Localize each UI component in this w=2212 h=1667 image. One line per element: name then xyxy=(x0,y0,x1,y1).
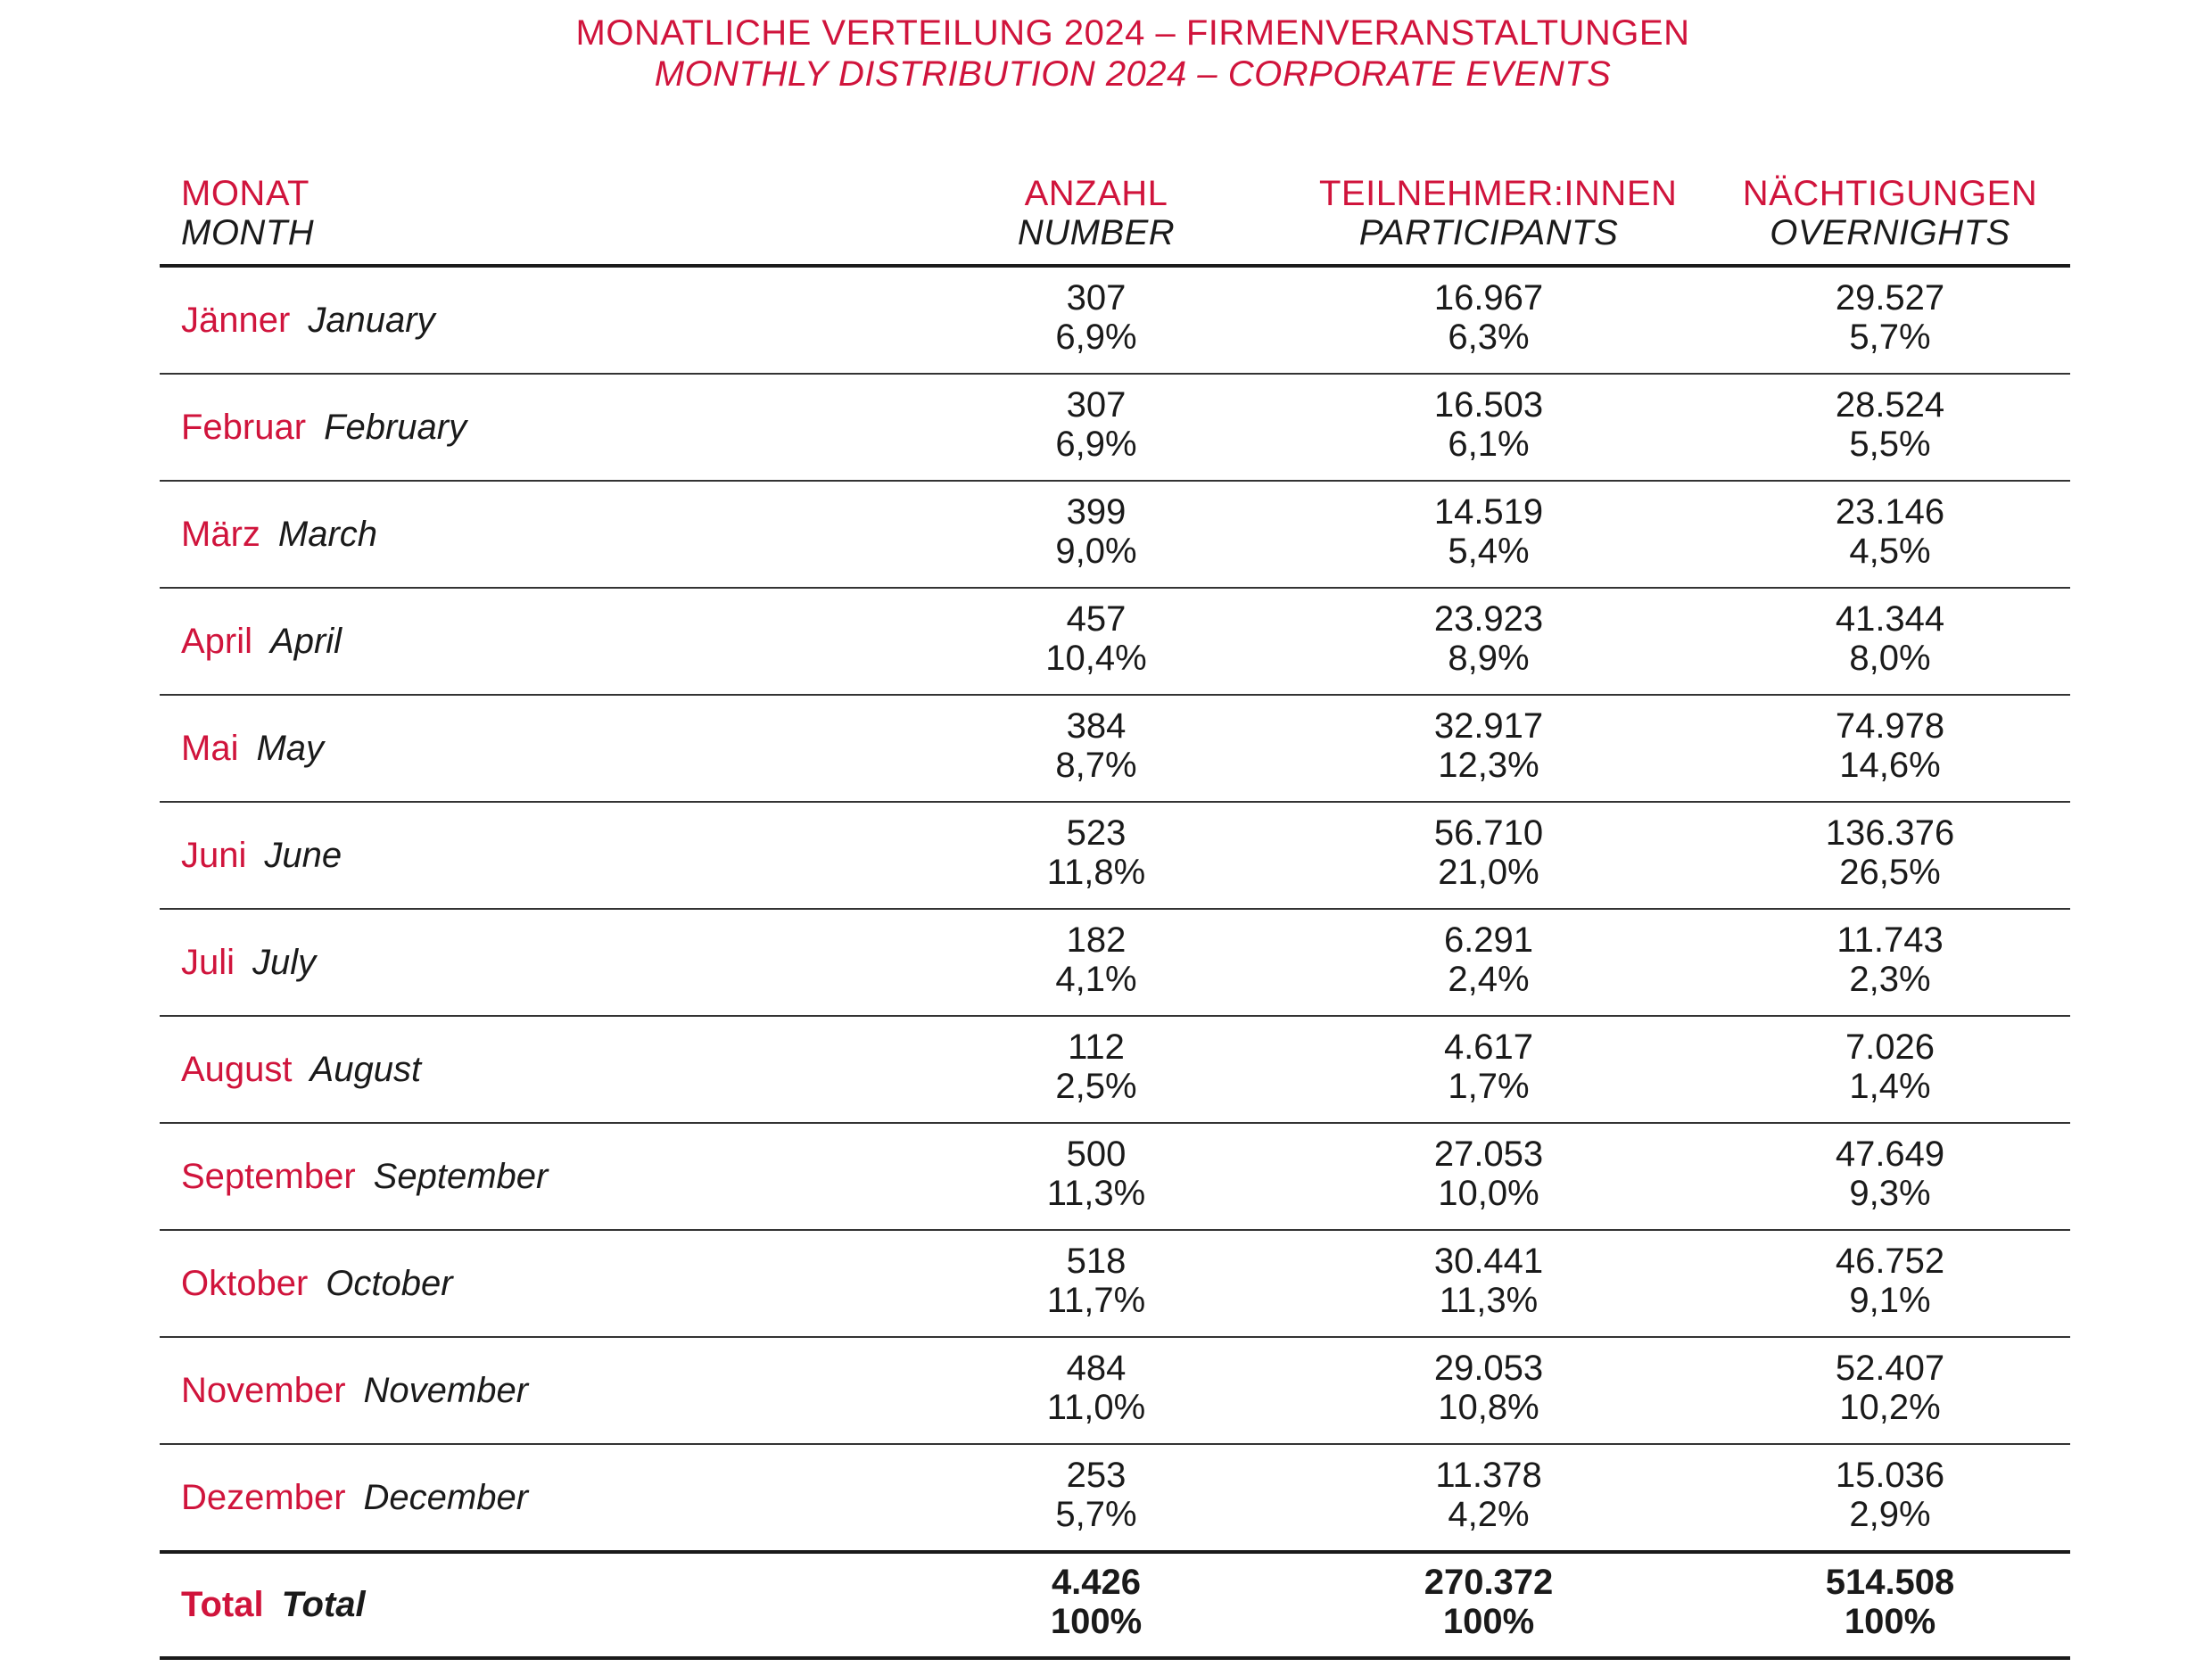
table-row xyxy=(160,803,2070,910)
month-label: Mai May xyxy=(181,729,325,768)
header-participants: TEILNEHMER:INNEN PARTICIPANTS xyxy=(1319,174,1678,252)
overnights-cell: 46.752 9,1% xyxy=(1835,1242,1945,1320)
month-label: Juli July xyxy=(181,943,317,982)
table-row xyxy=(160,1445,2070,1552)
table-row xyxy=(160,910,2070,1017)
total-overnights-cell: 514.508 100% xyxy=(1825,1563,1955,1641)
total-label: Total Total xyxy=(181,1585,366,1624)
table-row xyxy=(160,1124,2070,1231)
table-row xyxy=(160,1231,2070,1338)
month-label: Jänner January xyxy=(181,301,435,340)
overnights-cell: 47.649 9,3% xyxy=(1835,1135,1945,1213)
participants-cell: 30.441 11,3% xyxy=(1433,1242,1544,1320)
overnights-cell: 41.344 8,0% xyxy=(1835,599,1945,678)
number-cell: 518 11,7% xyxy=(1046,1242,1146,1320)
overnights-cell: 11.743 2,3% xyxy=(1836,920,1944,999)
overnights-cell: 29.527 5,7% xyxy=(1835,278,1945,357)
header-month: MONAT MONTH xyxy=(181,174,315,252)
participants-cell: 56.710 21,0% xyxy=(1433,813,1544,892)
table-header xyxy=(160,165,2070,268)
total-row xyxy=(160,1550,2070,1660)
header-number: ANZAHL NUMBER xyxy=(1017,174,1176,252)
month-label: März March xyxy=(181,515,378,554)
table-row xyxy=(160,1338,2070,1445)
table-row xyxy=(160,1017,2070,1124)
month-label: April April xyxy=(181,622,343,661)
overnights-cell: 136.376 26,5% xyxy=(1825,813,1955,892)
number-cell: 307 6,9% xyxy=(1055,278,1137,357)
participants-cell: 4.617 1,7% xyxy=(1443,1027,1534,1106)
participants-cell: 16.503 6,1% xyxy=(1433,385,1544,464)
header-overnights: NÄCHTIGUNGEN OVERNIGHTS xyxy=(1742,174,2038,252)
number-cell: 182 4,1% xyxy=(1055,920,1137,999)
number-cell: 112 2,5% xyxy=(1055,1027,1137,1106)
page-title xyxy=(0,12,2212,95)
participants-cell: 16.967 6,3% xyxy=(1433,278,1544,357)
number-cell: 500 11,3% xyxy=(1046,1135,1146,1213)
overnights-cell: 52.407 10,2% xyxy=(1835,1349,1945,1427)
table-row xyxy=(160,589,2070,696)
month-label: Oktober October xyxy=(181,1264,453,1303)
overnights-cell: 74.978 14,6% xyxy=(1835,706,1945,785)
month-label: Dezember December xyxy=(181,1478,529,1517)
participants-cell: 29.053 10,8% xyxy=(1433,1349,1544,1427)
table-row xyxy=(160,375,2070,482)
month-label: Februar February xyxy=(181,408,467,447)
total-participants-cell: 270.372 100% xyxy=(1424,1563,1554,1641)
number-cell: 384 8,7% xyxy=(1055,706,1137,785)
number-cell: 399 9,0% xyxy=(1055,492,1137,571)
overnights-cell: 28.524 5,5% xyxy=(1835,385,1945,464)
distribution-table xyxy=(160,165,2070,1660)
participants-cell: 14.519 5,4% xyxy=(1433,492,1544,571)
number-cell: 457 10,4% xyxy=(1045,599,1147,678)
participants-cell: 32.917 12,3% xyxy=(1433,706,1544,785)
overnights-cell: 15.036 2,9% xyxy=(1835,1456,1945,1534)
number-cell: 307 6,9% xyxy=(1055,385,1137,464)
total-number-cell: 4.426 100% xyxy=(1050,1563,1143,1641)
participants-cell: 6.291 2,4% xyxy=(1443,920,1534,999)
overnights-cell: 7.026 1,4% xyxy=(1845,1027,1936,1106)
month-label: November November xyxy=(181,1371,529,1410)
table-row xyxy=(160,696,2070,803)
month-label: Juni June xyxy=(181,836,343,875)
title-english: MONTHLY DISTRIBUTION 2024 – CORPORATE EVENTS xyxy=(654,54,1612,94)
month-label: September September xyxy=(181,1157,549,1196)
table-row xyxy=(160,482,2070,589)
participants-cell: 27.053 10,0% xyxy=(1433,1135,1544,1213)
participants-cell: 11.378 4,2% xyxy=(1435,1456,1542,1534)
title-german: MONATLICHE VERTEILUNG 2024 – FIRMENVERANSTALTUNGEN xyxy=(575,13,1690,53)
number-cell: 253 5,7% xyxy=(1055,1456,1137,1534)
month-label: August August xyxy=(181,1050,422,1089)
participants-cell: 23.923 8,9% xyxy=(1433,599,1544,678)
table-row xyxy=(160,268,2070,375)
number-cell: 523 11,8% xyxy=(1046,813,1146,892)
number-cell: 484 11,0% xyxy=(1046,1349,1146,1427)
overnights-cell: 23.146 4,5% xyxy=(1835,492,1945,571)
